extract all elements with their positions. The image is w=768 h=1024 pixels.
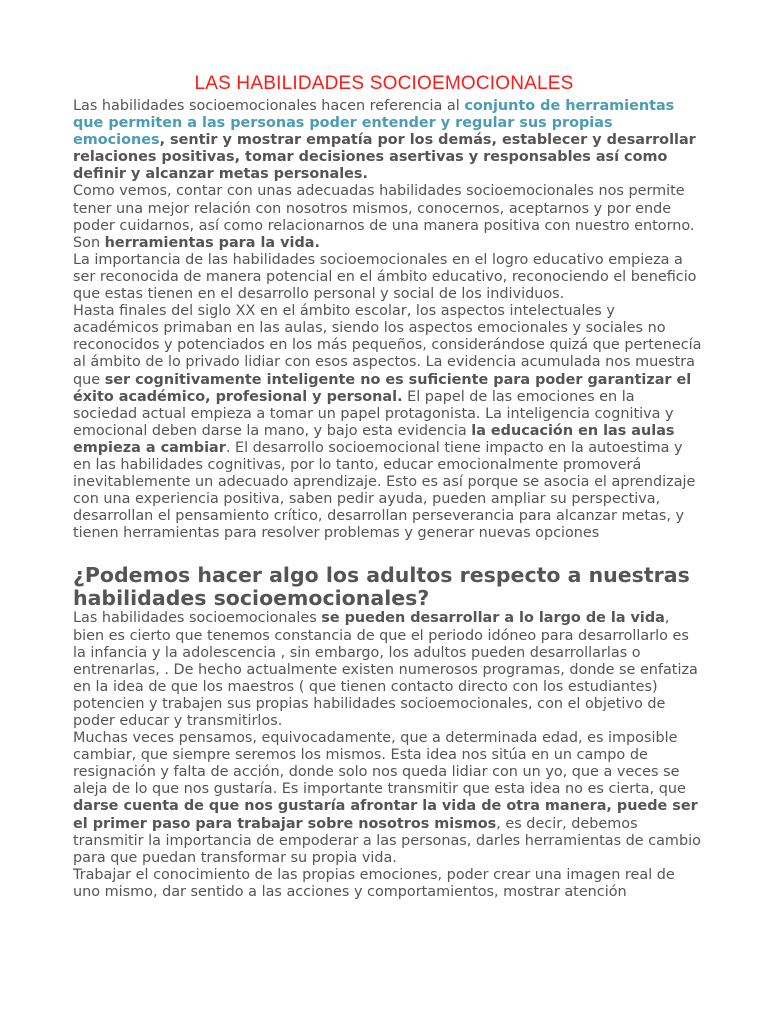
- text-span: , es decir, debemos transmitir la importancia de empoderar a las personas, darles herramientas de cambio para que puedan transformar su propia vida.: [73, 815, 701, 866]
- paragraph-1: [73, 98, 703, 183]
- text-span: Como vemos, contar con unas adecuadas habilidades socioemocionales nos permite tener una mejor relación con nosotros mismos, conocernos, aceptarnos y por ende poder cuidarnos, así como relacionarnos de una manera positiva con nuestro entorno. Son: [73, 183, 695, 251]
- bold-text: ser cognitivamente inteligente no es suficiente para poder garantizar el éxito académico, profesional y personal.: [73, 371, 692, 405]
- bold-text: la educación en las aulas empieza a cambiar: [73, 422, 675, 456]
- section-heading: ¿Podemos hacer algo los adultos respecto a nuestras habilidades socioemocionales?: [73, 563, 690, 611]
- paragraph-5: [73, 610, 703, 730]
- text-span: . El desarrollo socioemocional tiene impacto en la autoestima y en las habilidades cognitivas, por lo tanto, educar emocionalmente promoverá inevitablemente un adecuado aprendizaje. Esto es así porque se asocia el aprendizaje con una experiencia positiva, saben pedir ayuda, pueden ampliar su perspectiva, desarrollan el pensamiento crítico, desarrollan perseverancia para alcanzar metas, y tienen herramientas para resolver problemas y generar nuevas opciones: [73, 439, 696, 542]
- paragraph-4: [73, 303, 703, 542]
- highlighted-link[interactable]: conjunto de herramientas que permiten a las personas poder entender y regular sus propias emociones: [73, 98, 675, 149]
- bold-text: se pueden desarrollar a lo largo de la vida: [321, 610, 665, 627]
- text-span: Hasta finales del siglo XX en el ámbito escolar, los aspectos intelectuales y académicos primaban en las aulas, siendo los aspectos emocionales y sociales no reconocidos y potenciados en los más pequeños, considerándose quizá que pertenecía al ámbito de lo privado lidiar con esos aspectos. La evidencia acumulada nos muestra que: [73, 303, 702, 388]
- bold-text: , sentir y mostrar empatía por los demás, establecer y desarrollar relaciones positivas, tomar decisiones asertivas y responsables así como definir y alcanzar metas personales.: [73, 132, 696, 183]
- document-body: [73, 98, 703, 901]
- paragraph-3: [73, 252, 703, 303]
- text-span: La importancia de las habilidades socioemocionales en el logro educativo empieza a ser reconocida de manera potencial en el ámbito educativo, reconociendo el beneficio que estas tienen en el desarrollo personal y social de los individuos.: [73, 251, 697, 303]
- bold-text: darse cuenta de que nos gustaría afrontar la vida de otra manera, puede ser el primer paso para trabajar sobre nosotros mismos: [73, 798, 698, 832]
- document-title: LAS HABILIDADES SOCIOEMOCIONALES: [194, 72, 574, 94]
- text-span: Las habilidades socioemocionales: [73, 610, 322, 627]
- text-span: El papel de las emociones en la sociedad actual empieza a tomar un papel protagonista. La inteligencia cognitiva y emocional deben darse la mano, y bajo esta evidencia: [73, 388, 674, 439]
- text-span: Muchas veces pensamos, equivocadamente, que a determinada edad, es imposible cambiar, que siempre seremos los mismos. Esta idea nos sitúa en un campo de resignación y falta de acción, donde solo nos queda lidiar con un yo, que a veces se aleja de lo que nos gustaría. Es importante transmitir que esta idea no es cierta, que: [73, 730, 686, 798]
- paragraph-6: [73, 730, 703, 867]
- text-span: Trabajar el conocimiento de las propias emociones, poder crear una imagen real de uno mismo, dar sentido a las acciones y comportamientos, mostrar atención: [73, 866, 675, 900]
- paragraph-7: [73, 867, 703, 901]
- bold-text: herramientas para la vida.: [104, 234, 320, 251]
- paragraph-2: [73, 183, 703, 251]
- text-span: , bien es cierto que tenemos constancia de que el periodo idóneo para desarrollarlo es la infancia y la adolescencia , sin embargo, los adultos pueden desarrollarlas o entrenarlas, . De hecho actualmente existen numerosos programas, donde se enfatiza en la idea de que los maestros ( que tienen contacto directo con los estudiantes) potencien y trabajen sus propias habilidades socioemocionales, con el objetivo de poder educar y transmitirlos.: [73, 610, 698, 729]
- text-span: Las habilidades socioemocionales hacen referencia al: [73, 98, 465, 114]
